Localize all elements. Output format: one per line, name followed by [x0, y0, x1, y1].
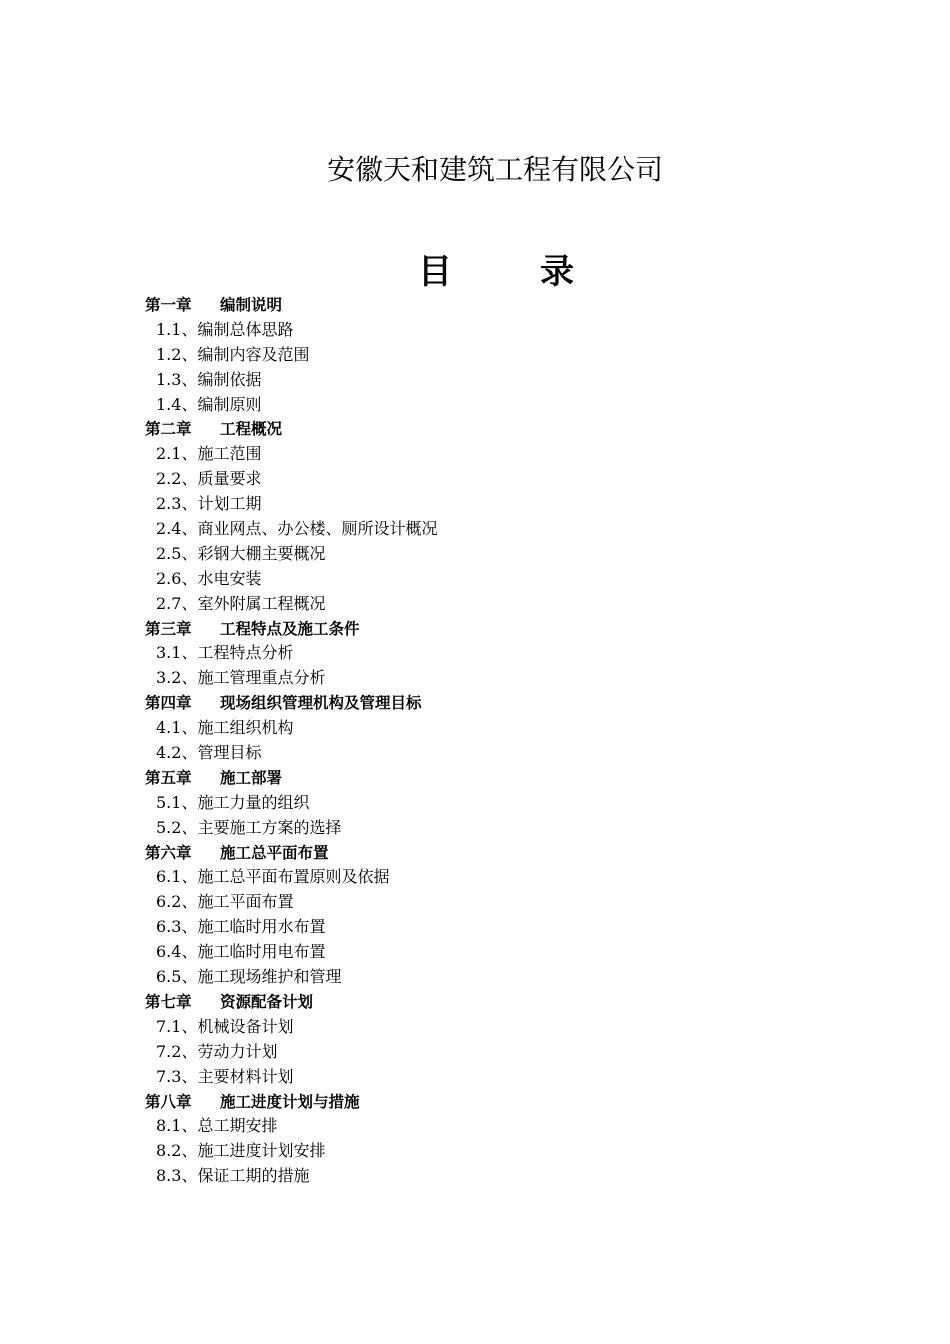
toc-chapter-number: 第三章	[145, 619, 192, 638]
toc-section: 4.1、施工组织机构	[156, 718, 294, 738]
toc-chapter	[145, 990, 845, 1015]
toc-chapter-title: 编制说明	[220, 296, 283, 314]
toc-title	[418, 248, 578, 296]
toc-section: 1.3、编制依据	[156, 369, 262, 389]
toc-section: 4.2、管理目标	[156, 743, 262, 763]
toc-section: 2.2、质量要求	[156, 469, 262, 489]
toc-section: 1.4、编制原则	[156, 394, 262, 414]
toc-section: 6.5、施工现场维护和管理	[156, 967, 342, 987]
toc-chapter-number: 第六章	[145, 843, 192, 862]
toc-section: 1.2、编制内容及范围	[156, 344, 310, 364]
toc-section: 7.1、机械设备计划	[156, 1016, 294, 1036]
toc-chapter-number: 第八章	[145, 1092, 192, 1111]
toc-section: 2.5、彩钢大棚主要概况	[156, 543, 326, 563]
toc-section: 7.3、主要材料计划	[156, 1066, 294, 1086]
toc-chapter	[145, 617, 845, 642]
toc-chapter	[145, 691, 845, 716]
toc-section: 6.3、施工临时用水布置	[156, 917, 326, 937]
toc-title-char-1: 目	[418, 252, 452, 292]
toc-chapter-title: 施工总平面布置	[220, 843, 329, 862]
toc-section: 2.3、计划工期	[156, 494, 262, 514]
toc-chapter	[145, 1090, 845, 1115]
toc-section: 3.1、工程特点分析	[156, 643, 294, 663]
toc-section: 2.7、室外附属工程概况	[156, 593, 326, 613]
toc-section: 7.2、劳动力计划	[156, 1041, 278, 1061]
toc-section: 8.2、施工进度计划安排	[156, 1141, 326, 1161]
toc-section: 2.4、商业网点、办公楼、厕所设计概况	[156, 519, 438, 539]
toc-chapter	[145, 841, 845, 866]
toc-section: 5.1、施工力量的组织	[156, 792, 310, 812]
toc-section: 3.2、施工管理重点分析	[156, 668, 326, 688]
toc-chapter	[145, 293, 845, 318]
company-name: 安徽天和建筑工程有限公司	[326, 153, 663, 186]
toc-chapter-title: 工程特点及施工条件	[220, 619, 360, 638]
toc-chapter-number: 第二章	[145, 420, 192, 439]
toc-section: 8.3、保证工期的措施	[156, 1166, 310, 1186]
toc-chapter	[145, 417, 845, 442]
toc-chapter-title: 现场组织管理机构及管理目标	[220, 694, 422, 713]
toc-chapter-title: 施工部署	[220, 768, 283, 787]
toc-section: 2.6、水电安装	[156, 568, 262, 588]
toc-section: 5.2、主要施工方案的选择	[156, 817, 342, 837]
toc-chapter-title: 资源配备计划	[220, 992, 314, 1011]
toc-chapter-number: 第四章	[145, 694, 192, 713]
toc-chapter-title: 工程概况	[220, 420, 283, 439]
toc-section: 1.1、编制总体思路	[156, 319, 294, 339]
toc-section: 2.1、施工范围	[156, 444, 262, 464]
toc-section: 8.1、总工期安排	[156, 1116, 278, 1136]
toc-chapter-number: 第一章	[145, 296, 192, 314]
table-of-contents	[145, 293, 845, 1189]
toc-title-char-2: 录	[540, 252, 574, 292]
toc-section: 6.4、施工临时用电布置	[156, 942, 326, 962]
toc-chapter-number: 第七章	[145, 992, 192, 1011]
toc-chapter	[145, 766, 845, 791]
toc-chapter-title: 施工进度计划与措施	[220, 1092, 360, 1111]
toc-section: 6.1、施工总平面布置原则及依据	[156, 867, 390, 887]
toc-chapter-number: 第五章	[145, 768, 192, 787]
toc-section: 6.2、施工平面布置	[156, 892, 294, 912]
